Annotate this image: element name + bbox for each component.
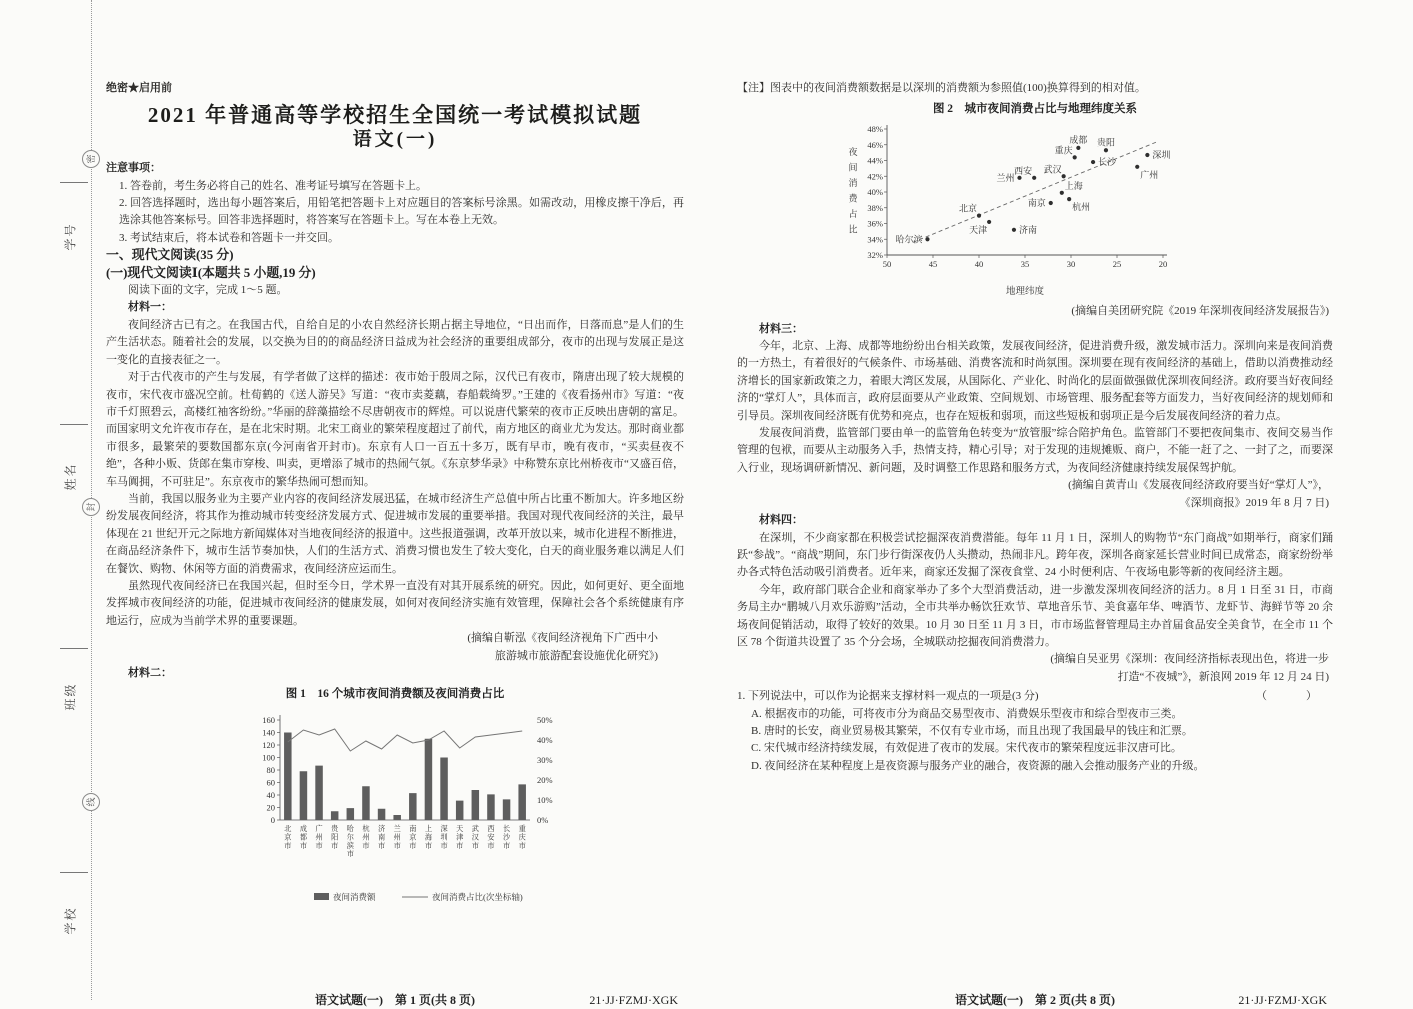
- svg-text:兰州: 兰州: [996, 172, 1015, 183]
- svg-text:48%: 48%: [867, 123, 883, 134]
- svg-text:40: 40: [974, 258, 984, 269]
- svg-text:西: 西: [487, 824, 495, 833]
- page-number: 语文试题(一) 第 2 页(共 8 页): [955, 993, 1115, 1007]
- svg-text:汉: 汉: [471, 833, 479, 842]
- question-1-option-d: D. 夜间经济在某种程度上是夜资源与服务产业的融合，夜资源的融入会推动服务产业的升级。: [751, 759, 1205, 772]
- svg-text:哈尔滨: 哈尔滨: [895, 234, 923, 245]
- material-3-source: (摘编自黄青山《发展夜间经济政府要当好“掌灯人”》，: [1068, 479, 1329, 492]
- name-label: 姓名: [63, 462, 78, 491]
- question-1: [737, 688, 1333, 705]
- material-3-paragraph: 今年，北京、上海、成都等地纷纷出台相关政策，发展夜间经济，促进消费升级，激发城市活力。深圳向来是夜间消费的一方热土，有着很好的气候条件、市场基础、消费客流和时尚氛围。深圳要在现有夜间经济的基础上，借助以消费推动经济增长的国家新政策之力，着眼大湾区发展，从国际化、产业化、时尚化的层面做强做优深圳夜间经济。政府要当好夜间经济的“掌灯人”，具体而言，政府层面要从产业政策、空间规划、市场管理、服务配套等方面发力，当好夜间经济的规划师和引导员。深圳夜间经济既有优势和亮点，也存在短板和弱项，而这些短板和弱项正是今后发展夜间经济的着力点。: [737, 340, 1333, 422]
- notice-heading: 注意事项：: [106, 162, 161, 175]
- material-1-paragraph: 当前，我国以服务业为主要产业内容的夜间经济发展迅猛，在城市经济生产总值中所占比重不断加大。许多地区纷纷发展夜间经济，将其作为推动城市转变经济发展方式、促进城市发展的重要举措。我国对现代夜间经济的关注，最早体现在 21 世纪开元之际地方新闻媒体对当地夜间经济的报道中。这些报道强调，改革开放以来，城市化进程不断推进，在商品经济条件下，城市生活节奏加快，人们的生活方式、消费习惯也发生了较大变化，白天的商业服务难以满足人们在餐饮、购物、休闲等方面的消费需求，夜间经济应运而生。: [106, 492, 684, 575]
- exam-title: 2021 年普通高等学校招生全国统一考试模拟试题: [147, 103, 643, 128]
- svg-text:市: 市: [409, 841, 417, 850]
- notice-item-1: 1. 答卷前，考生务必将自己的姓名、准考证号填写在答题卡上。: [119, 179, 427, 192]
- seal-char-feng: 封: [82, 498, 100, 516]
- svg-text:45: 45: [928, 258, 938, 269]
- svg-text:占: 占: [848, 208, 858, 219]
- svg-text:市: 市: [331, 841, 339, 850]
- svg-text:市: 市: [362, 841, 370, 850]
- svg-text:市: 市: [299, 841, 308, 850]
- svg-text:50: 50: [882, 258, 892, 269]
- figure-2-source: (摘编自美团研究院《2019 年深圳夜间经济发展报告》): [1071, 305, 1329, 318]
- material-4-source: 打造“不夜城”》，新浪网 2019 年 12 月 24 日): [1117, 670, 1329, 683]
- svg-text:30: 30: [1066, 258, 1076, 269]
- page-1-footer: [106, 992, 684, 1009]
- student-id-blank: [60, 182, 88, 183]
- svg-text:北: 北: [284, 824, 292, 833]
- svg-text:市: 市: [518, 841, 526, 850]
- figure-1-title: 图 1 16 个城市夜间消费额及夜间消费占比: [285, 688, 505, 701]
- student-id-label: 学号: [63, 222, 78, 251]
- question-1-option-c: C. 宋代城市经济持续发展，有效促进了夜市的发展。宋代夜市的繁荣程度远非汉唐可比。: [751, 742, 1182, 755]
- svg-text:费: 费: [848, 193, 858, 204]
- svg-text:市: 市: [346, 850, 354, 859]
- material-4-label: 材料四：: [759, 514, 803, 527]
- svg-text:杭: 杭: [362, 824, 370, 833]
- question-1-stem: 1. 下列说法中，可以作为论据来支撑材料一观点的一项是(3 分): [737, 690, 1039, 703]
- svg-text:35: 35: [1020, 258, 1030, 269]
- svg-text:广州: 广州: [1140, 169, 1159, 180]
- material-4-source: (摘编自吴亚男《深圳：夜间经济指标表现出色，将进一步: [1050, 653, 1329, 666]
- svg-text:50%: 50%: [537, 714, 553, 725]
- svg-text:市: 市: [487, 841, 495, 850]
- svg-text:160: 160: [262, 714, 275, 725]
- svg-text:20: 20: [266, 802, 275, 813]
- svg-text:60: 60: [266, 777, 275, 788]
- svg-text:州: 州: [315, 833, 323, 842]
- svg-text:京: 京: [409, 833, 417, 842]
- svg-text:圳: 圳: [440, 833, 448, 842]
- svg-text:44%: 44%: [867, 155, 883, 166]
- exam-subject: 语文(一): [352, 128, 438, 150]
- svg-text:市: 市: [377, 841, 386, 850]
- material-4-paragraph: 在深圳，不少商家都在积极尝试挖掘深夜消费潜能。每年 11 月 1 日，深圳人的购物节“东门商战”如期举行，商家们踊跃“参战”。“商战”期间，东门步行街深夜仍人头攒动，热闹非凡。跨年夜，深圳各商家延长营业时间已成常态，商家纷纷举办各式特色活动吸引消费者。近年来，商家还发掘了深夜食堂、24 小时便利店、午夜场电影等新的夜间经济主题。: [737, 531, 1333, 579]
- svg-text:武: 武: [471, 824, 479, 833]
- seal-char-xian: 线: [82, 793, 100, 811]
- notice-item-3: 3. 考试结束后，将本试卷和答题卡一并交回。: [119, 231, 339, 244]
- material-4-paragraph: 今年，政府部门联合企业和商家举办了多个大型消费活动，进一步激发深圳夜间经济的活力。8 月 1 日至 31 日，市商务局主办“鹏城八月欢乐游购”活动，全市共举办畅饮狂欢节、草地音乐节、美食嘉年华、啤酒节、龙虾节、海鲜节等 20 余场夜间促销活动，取得了较好的效果。10 月 30 日至 11 月 3 日，市市场监督管理局主办首届食品安全美食节，在全市 11 个区 78 个街道共设置了 35 个分会场，全城联动挖掘夜间消费潜力。: [737, 583, 1333, 648]
- svg-text:25: 25: [1112, 258, 1122, 269]
- svg-text:济: 济: [377, 824, 386, 833]
- scatter-chart: [837, 121, 1333, 303]
- svg-text:州: 州: [393, 833, 401, 842]
- svg-text:间: 间: [848, 162, 858, 173]
- material-1-source: 旅游城市旅游配套设施优化研究》): [494, 649, 658, 662]
- svg-text:34%: 34%: [867, 234, 883, 245]
- svg-text:深: 深: [440, 824, 448, 833]
- svg-text:南京: 南京: [1027, 197, 1046, 208]
- svg-text:南: 南: [409, 824, 417, 833]
- svg-text:36%: 36%: [867, 218, 883, 229]
- school-label: 学校: [63, 906, 78, 935]
- svg-text:100: 100: [262, 752, 275, 763]
- svg-text:30%: 30%: [537, 754, 553, 765]
- material-1-paragraph: 虽然现代夜间经济已在我国兴起，但时至今日，学术界一直没有对其开展系统的研究。因此，如何更好、更全面地发挥城市夜间经济的功能，促进城市夜间经济的健康发展，如何对夜间经济实施有效管理，保障社会各个系统健康有序地运行，应成为当前学术界的重要课题。: [106, 579, 684, 627]
- svg-text:0%: 0%: [537, 814, 549, 825]
- svg-text:42%: 42%: [867, 171, 883, 182]
- svg-text:贵: 贵: [331, 824, 339, 833]
- svg-text:46%: 46%: [867, 139, 883, 150]
- material-3-source: 《深圳商报》2019 年 8 月 7 日): [1179, 496, 1329, 509]
- svg-text:海: 海: [424, 833, 433, 842]
- svg-text:北京: 北京: [958, 203, 977, 214]
- notice-item-2: 2. 回答选择题时，选出每小题答案后，用铅笔把答题卡上对应题目的答案标号涂黑。如需改动，用橡皮擦干净后，再选涂其他答案标号。回答非选择题时，将答案写在答题卡上。写在本卷上无效。: [119, 197, 684, 227]
- svg-text:杭州: 杭州: [1072, 201, 1091, 212]
- svg-text:120: 120: [262, 739, 275, 750]
- svg-text:消: 消: [848, 177, 858, 188]
- page-2: [737, 80, 1333, 1007]
- svg-text:武汉: 武汉: [1043, 164, 1062, 175]
- question-1-option-a: A. 根据夜市的功能，可将夜市分为商品交易型夜市、消费娱乐型夜市和综合型夜市三类。: [751, 707, 1183, 720]
- svg-text:市: 市: [471, 841, 479, 850]
- svg-text:庆: 庆: [518, 833, 526, 842]
- svg-text:10%: 10%: [537, 794, 553, 805]
- svg-text:上海: 上海: [1064, 180, 1083, 191]
- material-1-label: 材料一：: [128, 301, 172, 314]
- svg-text:地理纬度: 地理纬度: [1005, 286, 1045, 297]
- svg-text:32%: 32%: [867, 249, 883, 260]
- figure-note: 【注】图表中的夜间消费额数据是以深圳的消费额为参照值(100)换算得到的相对值。: [737, 82, 1146, 94]
- material-2-label: 材料二：: [128, 667, 172, 679]
- svg-text:38%: 38%: [867, 202, 883, 213]
- question-1-option-b: B. 唐时的长安，商业贸易极其繁荣，不仅有专业市场，而且出现了我国最早的钱庄和汇票。: [751, 724, 1193, 737]
- svg-text:天津: 天津: [969, 224, 988, 235]
- svg-text:天: 天: [456, 824, 464, 833]
- material-3-label: 材料三：: [759, 322, 803, 335]
- subsection-heading: (一)现代文阅读Ⅰ(本题共 5 小题,19 分): [106, 265, 316, 280]
- class-label: 班级: [63, 682, 78, 711]
- material-1-paragraph: 夜间经济古已有之。在我国古代，自给自足的小农自然经济长期占据主导地位，“日出而作，日落而息”是人们的生产生活状态。随着社会的发展，以交换为目的的商品经济日益成为社会经济的重要组成部分，夜市的出现与发展正是这一变化的直接表征之一。: [106, 318, 684, 366]
- material-3-paragraph: 发展夜间消费，监管部门要由单一的监管角色转变为“放管服”综合陪护角色。监管部门不要把夜间集市、夜间交易当作管理的包袱，而要从主动服务入手，热情支持，精心引导；对于发现的违规摊贩、商户，不能一赶了之、一封了之，而要深入行业，现场调研新情况、新问题，及时调整工作思路和服务方式，为夜间经济健康持续发展保驾护航。: [737, 427, 1333, 474]
- svg-text:济南: 济南: [1018, 224, 1037, 235]
- svg-text:上: 上: [424, 824, 433, 833]
- svg-text:都: 都: [299, 833, 308, 842]
- svg-text:长沙: 长沙: [1098, 156, 1117, 167]
- section-heading: 一、现代文阅读(35 分): [106, 248, 234, 263]
- answer-bracket: （ ）: [1256, 690, 1331, 703]
- svg-text:40: 40: [266, 789, 275, 800]
- svg-text:市: 市: [456, 841, 464, 850]
- paper-code: 21·JJ·FZMJ·XGK: [589, 993, 678, 1007]
- svg-text:40%: 40%: [537, 734, 553, 745]
- svg-text:哈: 哈: [346, 824, 354, 833]
- svg-text:比: 比: [848, 224, 858, 235]
- svg-text:夜: 夜: [848, 146, 858, 157]
- svg-text:140: 140: [262, 727, 275, 738]
- svg-text:0: 0: [270, 814, 275, 825]
- svg-text:市: 市: [424, 841, 433, 850]
- classification-banner: 绝密★启用前: [106, 82, 172, 94]
- paper-code: 21·JJ·FZMJ·XGK: [1238, 993, 1327, 1007]
- page-1: [106, 80, 684, 1007]
- svg-text:市: 市: [440, 841, 448, 850]
- figure-2: [737, 101, 1333, 303]
- page-2-footer: [737, 992, 1333, 1009]
- svg-text:长: 长: [502, 824, 511, 833]
- svg-text:津: 津: [456, 833, 464, 842]
- bar-chart: [244, 706, 684, 912]
- svg-text:广: 广: [315, 824, 323, 833]
- svg-text:西安: 西安: [1014, 165, 1033, 176]
- svg-text:深圳: 深圳: [1152, 149, 1171, 160]
- svg-text:80: 80: [266, 764, 275, 775]
- svg-text:20: 20: [1158, 258, 1168, 269]
- page-number: 语文试题(一) 第 1 页(共 8 页): [315, 993, 475, 1007]
- svg-text:40%: 40%: [867, 186, 883, 197]
- figure-1: [106, 686, 684, 912]
- svg-text:成都: 成都: [1069, 134, 1088, 145]
- svg-text:重庆: 重庆: [1054, 145, 1073, 156]
- svg-text:市: 市: [393, 841, 401, 850]
- material-1-source: (摘编自靳泓《夜间经济视角下广西中小: [467, 632, 658, 645]
- svg-text:州: 州: [362, 833, 370, 842]
- svg-text:重: 重: [518, 824, 526, 833]
- svg-text:滨: 滨: [346, 841, 354, 850]
- svg-text:夜间消费占比(次坐标轴): 夜间消费占比(次坐标轴): [432, 891, 523, 902]
- name-blank: [60, 424, 88, 425]
- svg-text:沙: 沙: [502, 833, 511, 842]
- figure-2-title: 图 2 城市夜间消费占比与地理纬度关系: [932, 103, 1138, 116]
- svg-text:市: 市: [284, 841, 292, 850]
- material-1-paragraph: 对于古代夜市的产生与发展，有学者做了这样的描述：夜市始于殷周之际，汉代已有夜市，隋唐出现了较大规模的夜市，宋代夜市盛况空前。杜荀鹤的《送人游吴》写道：“夜市卖菱藕，春船载绮罗。”王建的《夜看扬州市》写道：“夜市千灯照碧云，高楼红袖客纷纷。”华丽的辞藻描绘不尽唐朝夜市的辉煌。可以说唐代繁荣的夜市正反映出唐朝的富足。而国家明文允许夜市存在，是在北宋时期。北宋工商业的繁荣程度超过了前代，南方地区的商业尤为发达。那时商业都市很多，最繁荣的要数国都东京(今河南省开封市)。东京有人口一百五十多万，既有早市，晚有夜市，“买卖昼夜不绝”，各种小贩、货郎在集市穿梭、叫卖，更增添了城市的热闹气氛。《东京梦华录》中称赞东京比州桥夜市“又盛百倍，车马阗拥，不可驻足”。东京夜市的繁华热闹可想而知。: [106, 371, 684, 488]
- svg-text:京: 京: [284, 833, 292, 842]
- svg-text:市: 市: [315, 841, 323, 850]
- svg-text:贵阳: 贵阳: [1096, 137, 1115, 148]
- svg-text:阳: 阳: [331, 833, 339, 842]
- svg-text:尔: 尔: [346, 833, 354, 842]
- svg-text:20%: 20%: [537, 774, 553, 785]
- svg-text:兰: 兰: [393, 824, 401, 833]
- seal-char-mi: 密: [82, 150, 100, 168]
- svg-text:南: 南: [377, 833, 386, 842]
- school-blank: [60, 872, 88, 873]
- svg-text:成: 成: [299, 824, 308, 833]
- reading-instruction: 阅读下面的文字，完成 1～5 题。: [128, 284, 288, 297]
- svg-text:安: 安: [487, 833, 495, 842]
- svg-text:市: 市: [502, 841, 511, 850]
- svg-text:夜间消费额: 夜间消费额: [333, 891, 376, 902]
- class-blank: [60, 648, 88, 649]
